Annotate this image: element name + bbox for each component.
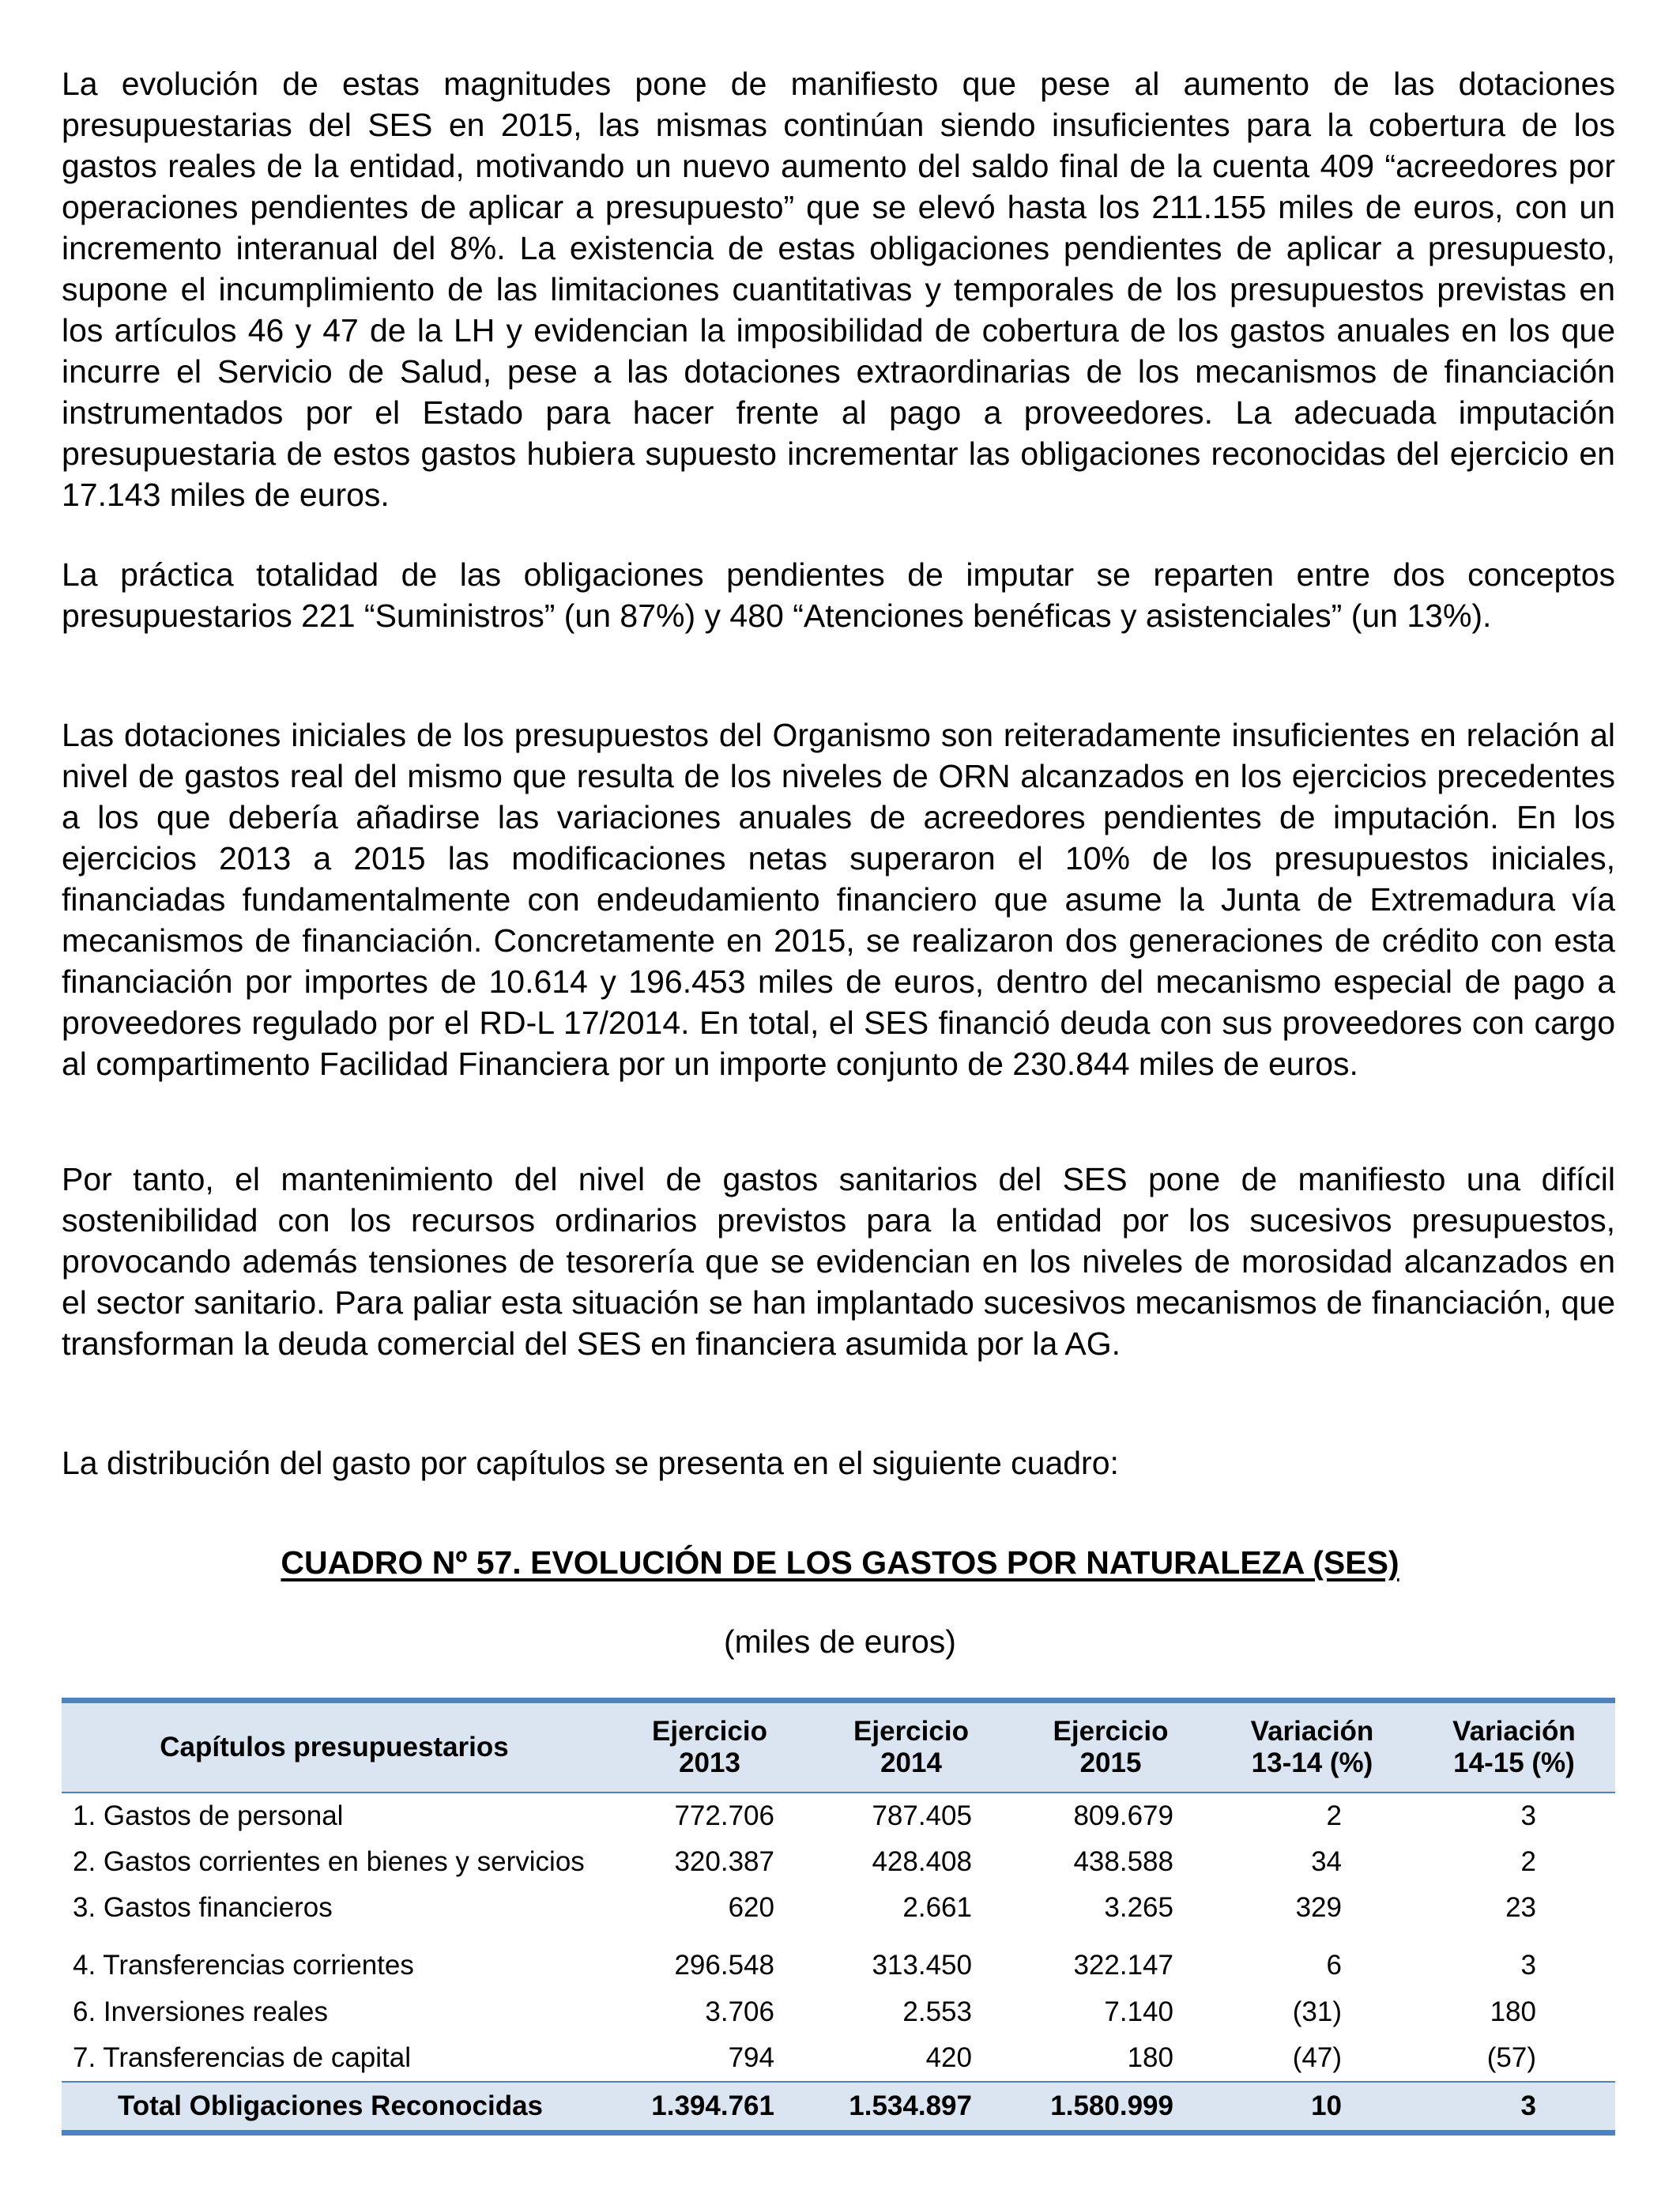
cell-var-14-15: 23 [1505, 1892, 1536, 1923]
cell-2015: 7.140 [1104, 1996, 1173, 2027]
table-title [0, 1542, 1680, 1583]
cell-2014: 2.553 [902, 1996, 972, 2027]
paragraph-4: Por tanto, el mantenimiento del nivel de gastos sanitarios del SES pone de manifiesto una difícil sostenibilidad con los recursos ordinarios previstos para la entidad por los sucesivos presupuestos, provocando además tensiones de tesorería que se evidencian en los niveles de morosidad alcanzados en el sector sanitario. Para paliar esta situación se han implantado sucesivos mecanismos de financiación, que transforman la deuda comercial del SES en financiera asumida por la AG. [62, 1161, 1615, 1362]
table-row [62, 1839, 1615, 1885]
cell-2013: 320.387 [674, 1846, 774, 1877]
cell-var-13-14: 34 [1311, 1846, 1342, 1877]
table-row [62, 1885, 1615, 1931]
cell-var-14-15: 3 [1520, 1950, 1536, 1981]
cell-2015: 809.679 [1073, 1800, 1173, 1831]
paragraph-1: La evolución de estas magnitudes pone de manifiesto que pese al aumento de las dotaciones presupuestarias del SES en 2015, las mismas continúan siendo insuficientes para la cobertura de los gastos reales de la entidad, motivando un nuevo aumento del saldo final de la cuenta 409 “acreedores por operaciones pendientes de aplicar a presupuesto” que se elevó hasta los 211.155 miles de euros, con un incremento interanual del 8%. La existencia de estas obligaciones pendientes de aplicar a presupuesto, supone el incumplimiento de las limitaciones cuantitativas y temporales de los presupuestos previstas en los artículos 46 y 47 de la LH y evidencian la imposibilidad de cobertura de los gastos anuales en los que incurre el Servicio de Salud, pese a las dotaciones extraordinarias de los mecanismos de financiación instrumentados por el Estado para hacer frente al pago a proveedores. La adecuada imputación presupuestaria de estos gastos hubiera supuesto incrementar las obligaciones reconocidas del ejercicio en 17.143 miles de euros. [62, 66, 1615, 513]
paragraph-3: Las dotaciones iniciales de los presupuestos del Organismo son reiteradamente insuficientes en relación al nivel de gastos real del mismo que resulta de los niveles de ORN alcanzados en los ejercicios precedentes a los que debería añadirse las variaciones anuales de acreedores pendientes de imputación. En los ejercicios 2013 a 2015 las modificaciones netas superaron el 10% de los presupuestos iniciales, financiadas fundamentalmente con endeudamiento financiero que asume la Junta de Extremadura vía mecanismos de financiación. Concretamente en 2015, se realizaron dos generaciones de crédito con esta financiación por importes de 10.614 y 196.453 miles de euros, dentro del mecanismo especial de pago a proveedores regulado por el RD-L 17/2014. En total, el SES financió deuda con sus proveedores con cargo al compartimento Facilidad Financiera por un importe conjunto de 230.844 miles de euros. [62, 717, 1615, 1082]
table-title-text: CUADRO Nº 57. EVOLUCIÓN DE LOS GASTOS POR NATURALEZA (SES) [281, 1544, 1399, 1581]
cell-capitulo: 6. Inversiones reales [73, 1996, 328, 2027]
cell-var-13-14: (47) [1292, 2042, 1342, 2073]
cell-var-14-15: 180 [1490, 1996, 1536, 2027]
cell-var-14-15: (57) [1486, 2042, 1536, 2073]
header-ejercicio-2014: Ejercicio 2014 [812, 1701, 1010, 1793]
cell-2013: 3.706 [705, 1996, 774, 2027]
table-row [62, 1989, 1615, 2035]
table-row [62, 1931, 1615, 1989]
cell-total-2014: 1.534.897 [812, 2082, 1010, 2133]
cell-total-var-13-14: 10 [1211, 2082, 1413, 2133]
cell-var-13-14: (31) [1292, 1996, 1342, 2027]
cell-capitulo: 3. Gastos financieros [73, 1892, 333, 1923]
cell-var-13-14: 6 [1326, 1950, 1342, 1981]
cell-capitulo: 7. Transferencias de capital [73, 2042, 412, 2073]
cell-capitulo: 4. Transferencias corrientes [73, 1950, 414, 1981]
cell-2014: 313.450 [872, 1950, 972, 1981]
table-header-row [62, 1701, 1615, 1793]
header-capitulos: Capítulos presupuestarios [62, 1701, 607, 1793]
table-row [62, 1793, 1615, 1839]
table-row [62, 2035, 1615, 2082]
cell-total-var-14-15: 3 [1413, 2082, 1615, 2133]
header-ejercicio-2015: Ejercicio 2015 [1010, 1701, 1211, 1793]
table-total-row [62, 2082, 1615, 2133]
cell-total-label: Total Obligaciones Reconocidas [62, 2082, 607, 2133]
cell-var-13-14: 329 [1295, 1892, 1342, 1923]
header-variacion-13-14: Variación 13-14 (%) [1211, 1701, 1413, 1793]
header-ejercicio-2013: Ejercicio 2013 [607, 1701, 812, 1793]
cell-2015: 3.265 [1104, 1892, 1173, 1923]
cell-total-2015: 1.580.999 [1010, 2082, 1211, 2133]
cell-2015: 322.147 [1073, 1950, 1173, 1981]
cell-total-2013: 1.394.761 [607, 2082, 812, 2133]
header-variacion-14-15: Variación 14-15 (%) [1413, 1701, 1615, 1793]
cell-2013: 620 [728, 1892, 774, 1923]
cell-capitulo: 2. Gastos corrientes en bienes y servicios [73, 1846, 585, 1877]
cell-2014: 420 [925, 2042, 972, 2073]
cell-2013: 794 [728, 2042, 774, 2073]
cell-2014: 428.408 [872, 1846, 972, 1877]
cell-var-14-15: 2 [1520, 1846, 1536, 1877]
expenses-table [62, 1698, 1615, 2136]
cell-2014: 2.661 [902, 1892, 972, 1923]
cell-2015: 180 [1127, 2042, 1173, 2073]
cell-2013: 772.706 [674, 1800, 774, 1831]
cell-var-14-15: 3 [1520, 1800, 1536, 1831]
paragraph-2: La práctica totalidad de las obligaciones pendientes de imputar se reparten entre dos conceptos presupuestarios 221 “Suministros” (un 87%) y 480 “Atenciones benéficas y asistenciales” (un 13%). [62, 556, 1615, 634]
cell-var-13-14: 2 [1326, 1800, 1342, 1831]
cell-2015: 438.588 [1073, 1846, 1173, 1877]
cell-2013: 296.548 [674, 1950, 774, 1981]
paragraph-5: La distribución del gasto por capítulos se presenta en el siguiente cuadro: [62, 1445, 1119, 1481]
table-unit: (miles de euros) [724, 1623, 956, 1660]
cell-2014: 787.405 [872, 1800, 972, 1831]
cell-capitulo: 1. Gastos de personal [73, 1800, 344, 1831]
